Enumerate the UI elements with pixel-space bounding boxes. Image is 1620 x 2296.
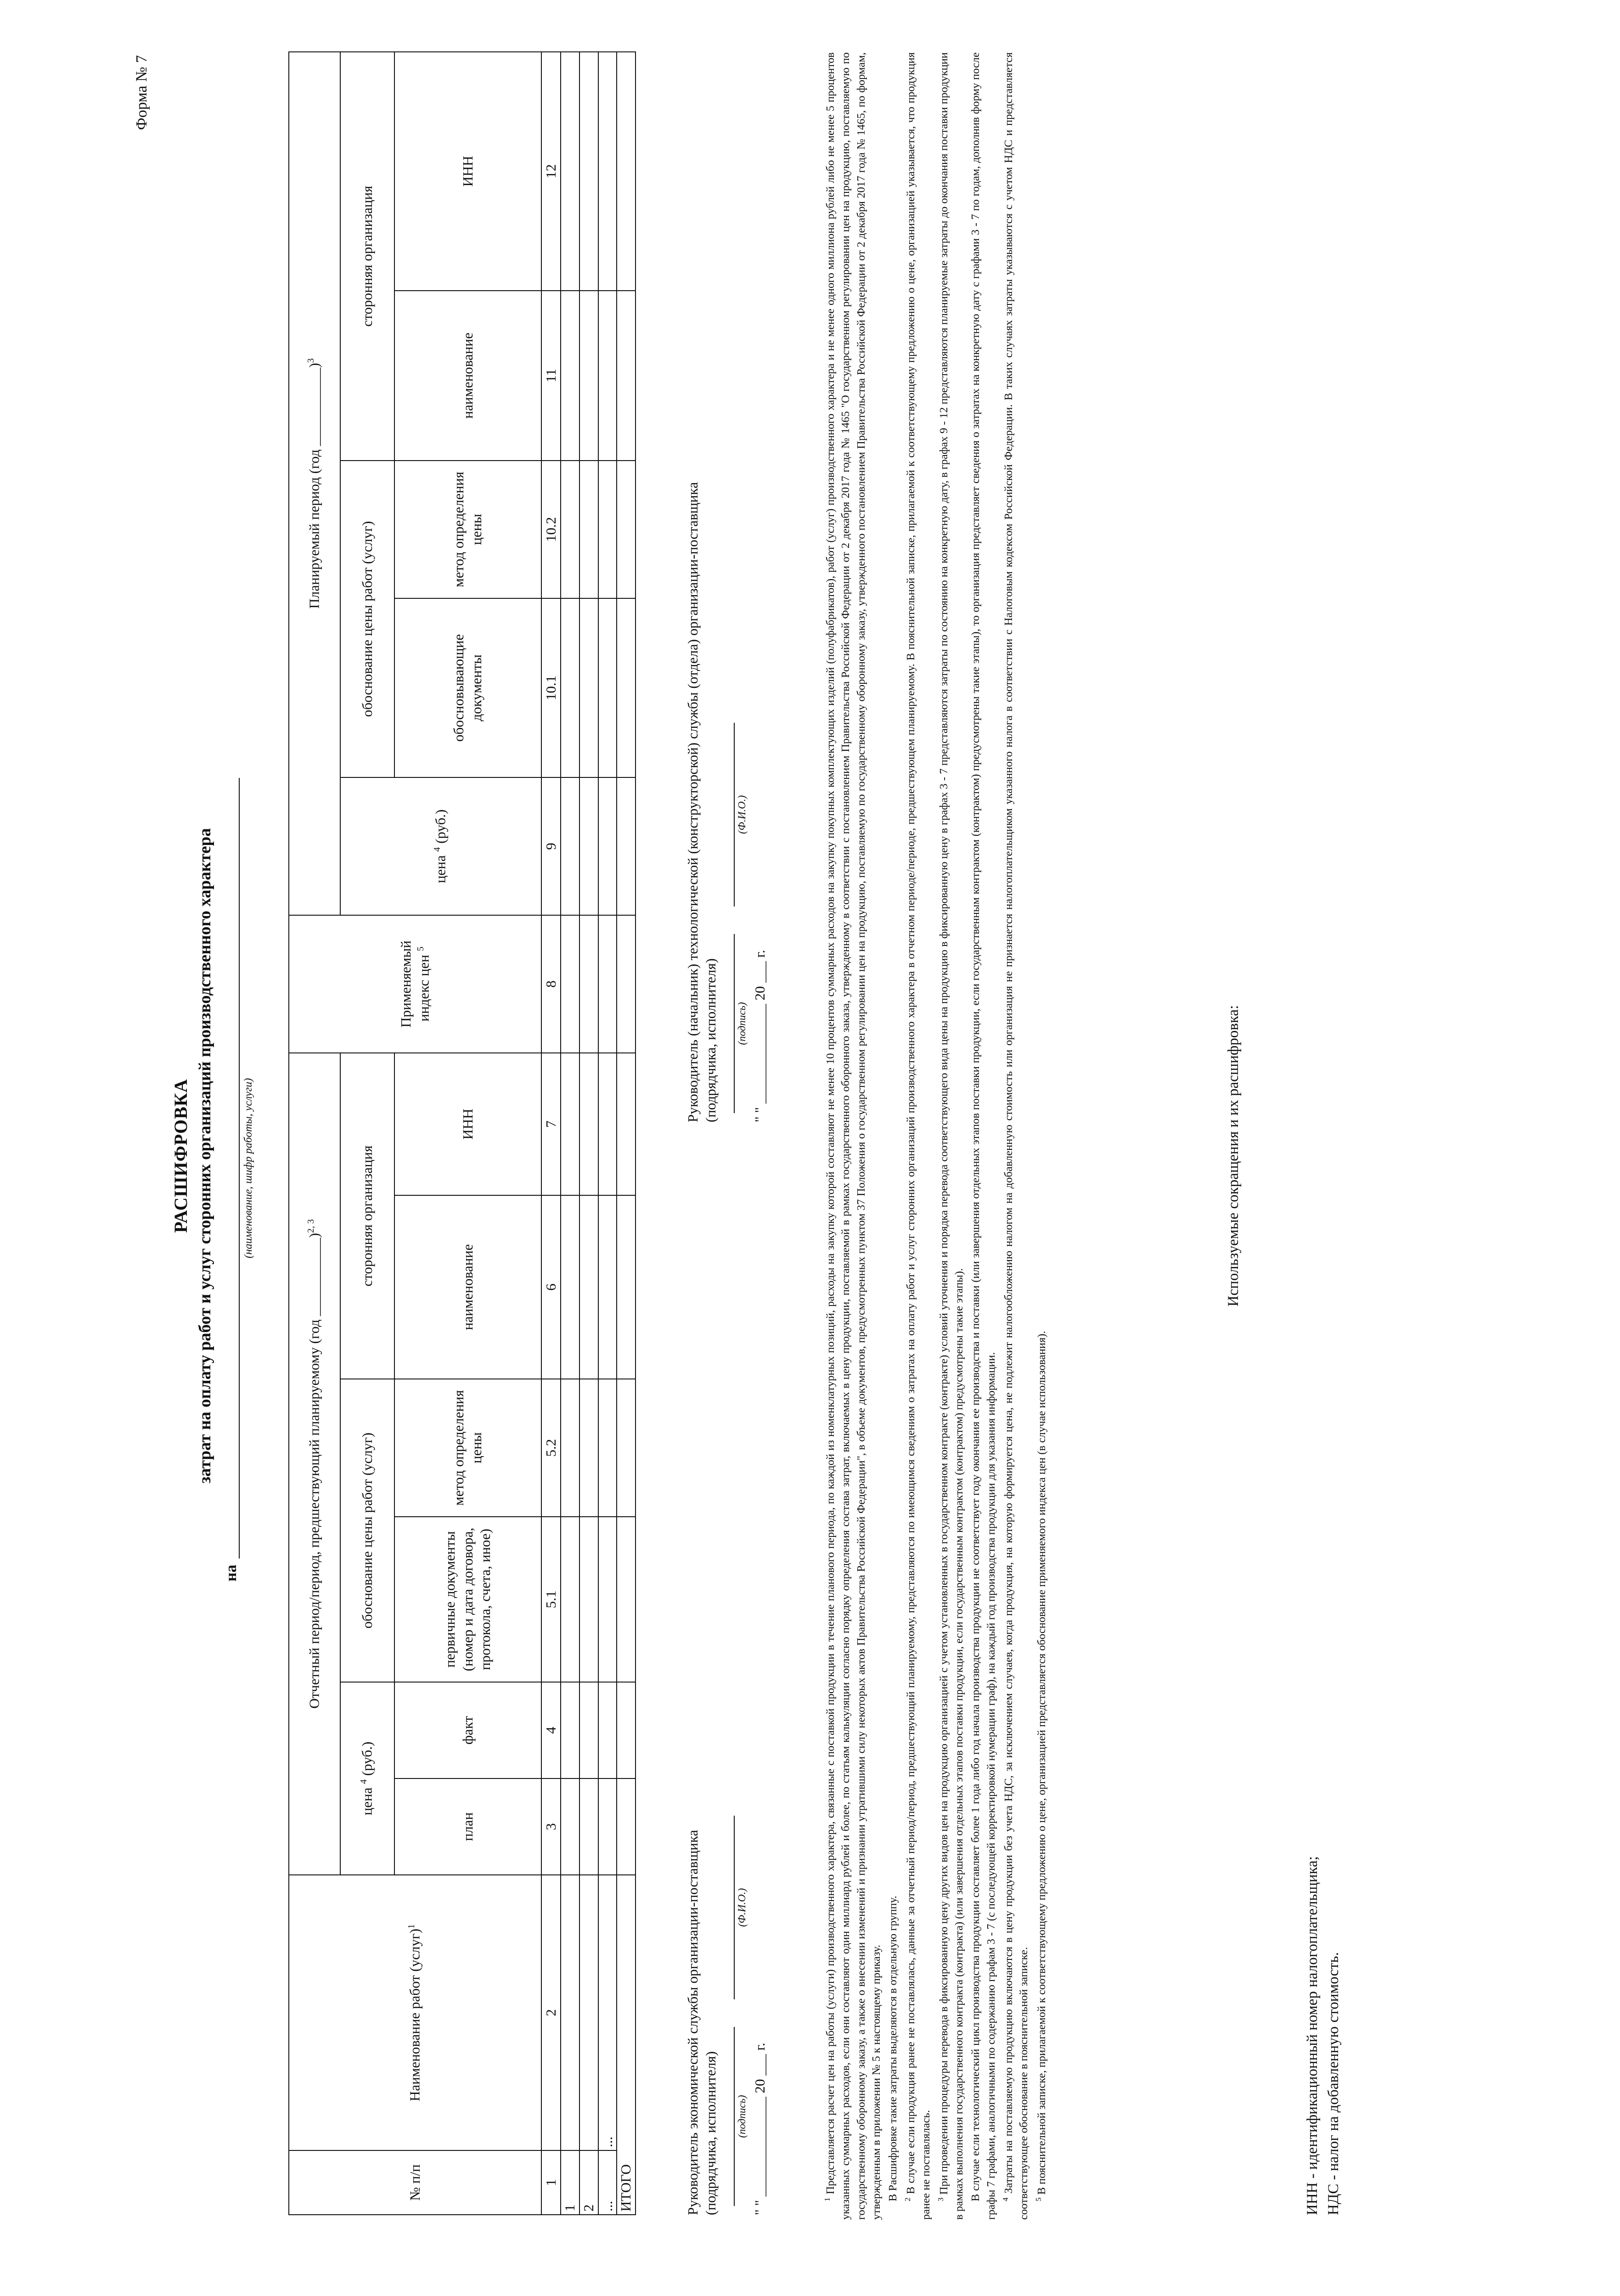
header-reporting-period: Отчетный период/период, предшествующий планируемому (год ___________)$^{2, 3}$ [289,1053,340,1875]
table-row [598,52,617,2215]
abbreviations-title: Используемые сокращения и их расшифровка: [1225,1005,1242,1307]
header-name: Наименование работ (услуг)$^1$ [289,1875,541,2150]
abbreviations-list [1302,1856,1344,2215]
form-number: Форма № 7 [133,55,150,130]
col-index: 8 [541,915,561,1053]
header-third-name-planned: наименование [394,291,541,461]
row-ellipsis[interactable]: ... [598,1875,617,2150]
row-number: 1 [561,2150,579,2215]
header-justification-planned: обоснование цены работ (услуг) [340,461,394,777]
header-price-reporting: цена $^4$ (руб.) [340,1682,394,1875]
signature-date: " " ______________ 20 ___ г. [751,2043,768,2215]
header-fact: факт [394,1682,541,1778]
header-price-planned: цена $^4$ (руб.) [340,777,541,915]
footnote: В Расшифровке такие затраты выделяются в отдельную группу. [887,1896,900,2201]
signature-block-technical [684,479,775,1122]
header-method-planned: метод определения цены [394,461,541,598]
col-index: 2 [541,1875,561,2150]
col-index: 4 [541,1682,561,1778]
col-index: 3 [541,1778,561,1875]
header-index: Применяемый индекс цен $^5$ [289,915,541,1053]
signature-title: Руководитель (начальник) технологической (конструкторской) службы (отдела) организации-поставщика (подрядчика, исполнителя) [685,482,719,1122]
fio-caption: (Ф.И.О.) [736,1888,748,1927]
col-index: 11 [541,291,561,461]
signature-line[interactable] [734,2027,735,2206]
footnote: $^4$ Затраты на поставляемую продукцию включаются в цену продукции без учета НДС, за исключением случаев, когда продукция, на которую формируется цена, не подлежит налогообложению налогом на добавленную стоимость или организация не признается налогоплательщиком указанного налога в соответствии с Налоговым кодексом Российской Федерации. В таких случаях затраты указываются с учетом НДС и представляется соответствующее обоснование в пояснительной записке. [1001,52,1030,2220]
row-number: ... [598,2150,617,2215]
table-row [579,52,598,2215]
document-title: РАСШИФРОВКА [170,1079,191,1233]
row-number: 2 [579,2150,598,2215]
footnote: $^1$ Представляется расчет цен на работы (услуги) производственного характера, связанные с поставкой продукции в течение планового периода, по каждой из номенклатурных позиций, расходы на закупку которой составляют не менее 10 процентов суммарных расходов на закупку покупных комплектующих изделий (полуфабрикатов), работ (услуг) производственного характера и не менее одного миллиона рублей либо не менее 5 процентов указанных суммарных расходов, если они составляют один миллиард рублей и более, по статьям калькуляции согласно порядку определения состава затрат, включаемых в цену продукции, поставляемой в рамках государственного оборонного заказа, утвержденному в соответствии с постановлением Правительства Российской Федерации от 2 декабря 2017 года № 1465 "О государственном регулировании цен на продукцию, поставляемую по государственному оборонному заказу, а также о внесении изменений и признании утратившими силу некоторых актов Правительства Российской Федерации", в объеме документов, предусмотренных пунктом 37 Положения о государственном регулировании цен на продукцию, поставляемую по государственному оборонному заказу, утвержденного постановлением Правительства Российской Федерации от 2 декабря 2017 года № 1465, по формам, утвержденным в приложении № 5 к настоящему приказу. [823,52,883,2220]
total-label: ИТОГО [617,1875,636,2215]
fio-line[interactable] [734,1816,735,1999]
column-index-row [541,52,561,2215]
na-fill-line[interactable] [239,778,240,1559]
col-index: 10.2 [541,461,561,598]
footnotes [822,52,1051,2220]
col-index: 7 [541,1053,561,1195]
header-primary-docs: первичные документы (номер и дата договора, протокола, счета, иное) [394,1517,541,1682]
header-planned-period: Планируемый период (год ___________)$^3$ [289,52,340,915]
signature-caption: (подпись) [736,1002,748,1045]
header-num: № п/п [289,2150,541,2215]
footnote: В случае если технологический цикл производства продукции составляет более 1 года либо год начала производства продукции не соответствует году окончания ее производства и поставки (или завершения отдельных этапов поставки продукции, если государственным контрактом (контрактом) предусмотрены такие этапы), то организация представляет сведения о затратах на конкретную дату с графами 3 - 7 по годам, дополнив форму после графы 7 графами, аналогичными по содержанию графам 3 - 7 (с последующей корректировкой нумерации граф), на каждый год производства продукции для указания информации. [969,52,997,2220]
header-inn-reporting: ИНН [394,1053,541,1195]
abbreviation-item: НДС - налог на добавленную стоимость. [1325,1952,1342,2215]
header-third-party-planned: сторонняя организация [340,52,394,461]
header-supporting-docs: обосновывающие документы [394,598,541,777]
header-third-party-reporting: сторонняя организация [340,1053,394,1379]
footnote: $^2$ В случае если продукция ранее не поставлялась, данные за отчетный период/период, предшествующий планируемому, представляются по имеющимся сведениям о затратах на оплату работ и услуг сторонних организаций производственного характера в отчетном периоде/периоде, предшествующем планируемому. В пояснительной записке, прилагаемой к соответствующему предложению о цене, организацией указывается, что продукция ранее не поставлялась. [903,52,933,2220]
header-plan: план [394,1778,541,1875]
fio-caption: (Ф.И.О.) [736,795,748,834]
header-justification-reporting: обоснование цены работ (услуг) [340,1379,394,1682]
signature-line[interactable] [734,934,735,1113]
document-subtitle: затрат на оплату работ и услуг сторонних организаций производственного характера [196,828,214,1484]
expense-table [288,51,636,2215]
footnote: $^5$ В пояснительной записке, прилагаемой к соответствующему предложению о цене, организацией представляется обоснование применяемого индекса цен (в случае использования). [1034,1331,1048,2201]
na-caption: (наименование, шифр работы, услуги) [242,1078,254,1259]
fio-line[interactable] [734,723,735,906]
header-method-reporting: метод определения цены [394,1379,541,1517]
abbreviation-item: ИНН - идентификационный номер налогоплательщика; [1304,1856,1321,2215]
footnote: $^3$ При проведении процедуры перевода в фиксированную цену других видов цен на продукцию организацией с учетом установленных в государственном контракте (контракте) условий уточнения и порядка перевода соответствующего вида цены на продукцию в фиксированную цену в графах 3 - 7 представляются затраты по состоянию на конкретную дату, в графах 9 - 12 представляются планируемые затраты до окончания поставки продукции в рамках выполнения государственного контракта (контракта) (или завершения отдельных этапов поставки продукции, если государственным контрактом (контрактом) предусмотрены такие этапы). [936,52,965,2220]
header-third-name-reporting: наименование [394,1195,541,1379]
signature-date: " " ______________ 20 ___ г. [751,950,768,1122]
total-row [617,52,636,2215]
col-index: 9 [541,777,561,915]
signature-caption: (подпись) [736,2095,748,2138]
header-inn-planned: ИНН [394,52,541,291]
col-index: 5.1 [541,1517,561,1682]
col-index: 6 [541,1195,561,1379]
col-index: 12 [541,52,561,291]
col-index: 5.2 [541,1379,561,1517]
signature-block-economic [684,1756,775,2215]
signature-title: Руководитель экономической службы организации-поставщика (подрядчика, исполнителя) [685,1829,719,2215]
col-index: 1 [541,2150,561,2215]
na-label: на [223,1564,240,1581]
table-row [561,52,579,2215]
header-row-1 [289,52,340,2215]
col-index: 10.1 [541,598,561,777]
